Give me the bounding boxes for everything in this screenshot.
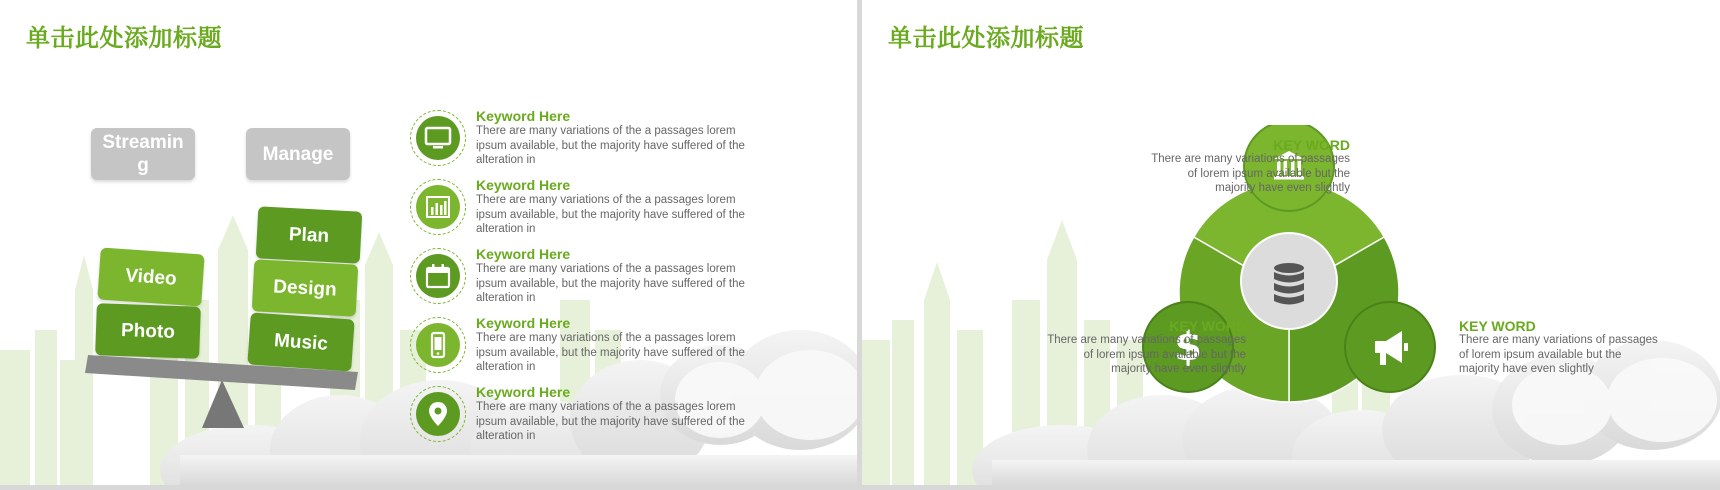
monitor-icon <box>423 123 453 153</box>
keyword-icon-circle <box>410 110 466 166</box>
block-design[interactable]: Design <box>252 259 359 316</box>
keyword-item <box>410 315 770 379</box>
keyword-icon-circle <box>410 248 466 304</box>
key-word-title-top: KEY WORD <box>1273 137 1350 153</box>
keyword-item <box>410 246 770 310</box>
keyword-icon-circle <box>410 317 466 373</box>
key-word-text-left: There are many variations of passages of lorem ipsum available but the majority have even slightly <box>1047 334 1246 375</box>
keyword-text: There are many variations of the a passages lorem ipsum available, but the majority have suffered of the alteration in <box>476 401 745 442</box>
slide-title[interactable]: 单击此处添加标题 <box>26 24 222 52</box>
keyword-item <box>410 384 770 448</box>
slide-right <box>862 0 1720 485</box>
dollar-icon: $ <box>1174 324 1202 370</box>
key-word-title-right: KEY WORD <box>1459 318 1536 334</box>
block-photo[interactable]: Photo <box>95 303 201 359</box>
keyword-title: Keyword Here <box>476 177 571 193</box>
keyword-title: Keyword Here <box>476 246 571 262</box>
keyword-text: There are many variations of the a passages lorem ipsum available, but the majority have suffered of the alteration in <box>476 125 745 166</box>
keyword-text: There are many variations of the a passages lorem ipsum available, but the majority have suffered of the alteration in <box>476 194 745 235</box>
block-streaming[interactable]: Streamin g <box>91 128 195 180</box>
phone-icon <box>423 330 453 360</box>
keyword-text: There are many variations of the a passages lorem ipsum available, but the majority have suffered of the alteration in <box>476 332 745 373</box>
keyword-title: Keyword Here <box>476 384 571 400</box>
location-pin-icon <box>423 399 453 429</box>
keyword-icon-circle <box>410 179 466 235</box>
keyword-title: Keyword Here <box>476 108 571 124</box>
calendar-icon <box>423 261 453 291</box>
slide-title[interactable]: 单击此处添加标题 <box>888 24 1084 52</box>
block-plan[interactable]: Plan <box>256 206 363 263</box>
balance-fulcrum <box>202 380 244 428</box>
block-video[interactable]: Video <box>97 247 204 306</box>
key-word-text-top: There are many variations of passages of lorem ipsum available but the majority have even slightly <box>1151 153 1350 194</box>
keyword-icon-circle <box>410 386 466 442</box>
key-word-title-left: KEY WORD <box>1169 318 1246 334</box>
keyword-item <box>410 177 770 241</box>
keyword-text: There are many variations of the a passages lorem ipsum available, but the majority have suffered of the alteration in <box>476 263 745 304</box>
keyword-title: Keyword Here <box>476 315 571 331</box>
key-word-text-right: There are many variations of passages of lorem ipsum available but the majority have even slightly <box>1459 334 1658 375</box>
block-manage[interactable]: Manage <box>246 128 350 180</box>
slide-left <box>0 0 857 485</box>
block-music[interactable]: Music <box>247 312 354 371</box>
balance-beam <box>80 350 370 435</box>
bar-chart-icon <box>423 192 453 222</box>
keyword-item <box>410 108 770 172</box>
